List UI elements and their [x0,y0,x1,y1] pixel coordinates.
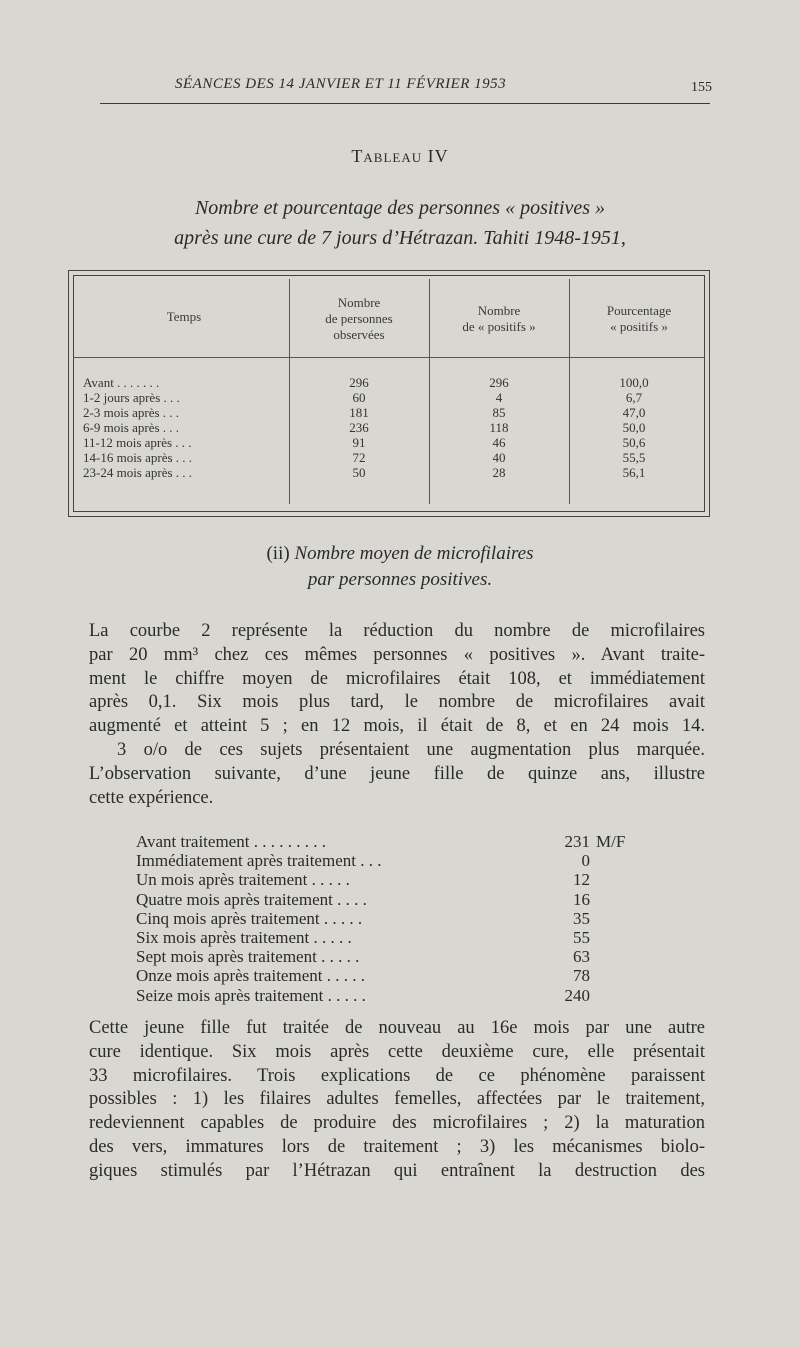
text-line: cure identique. Six mois après cette deuxième cure, elle présentait [89,1041,705,1062]
text-line: ment le chiffre moyen de microfilaires était 108, et immédiatement [89,668,705,689]
col-header-temps: Temps [166,309,202,324]
col-header-pourcentage: Pourcentage « positifs » [606,303,672,334]
text-line: après 0,1. Six mois plus tard, le nombre de microfilaires avait [89,692,705,713]
text-line: giques stimulés par l’Hétrazan qui entraînent la destruction des [89,1160,705,1181]
header-rule [100,103,710,104]
observation-row: Six mois après traitement . . . . . 55 [136,927,590,947]
observation-row: Quatre mois après traitement . . . . 16 [136,889,590,909]
table-title: Tableau IV [351,146,449,166]
caption-line: après une cure de 7 jours d’Hétrazan. Tahiti 1948-1951, [174,227,626,249]
running-title: SÉANCES DES 14 JANVIER ET 11 FÉVRIER 1953 [175,76,507,92]
observation-row: Onze mois après traitement . . . . . 78 [136,966,590,986]
table-caption [80,193,720,253]
observation-row: Un mois après traitement . . . . . 12 [136,870,590,890]
subheading-number: (ii) [266,543,290,564]
observation-row: Immédiatement après traitement . . . 0 [136,851,590,871]
observation-row: Avant traitement . . . . . . . . . 231 M/F [136,832,626,851]
text-line: par 20 mm³ chez ces mêmes personnes « positives ». Avant traite- [89,644,705,665]
page-number: 155 [691,80,712,95]
observation-row: Sept mois après traitement . . . . . 63 [136,947,590,967]
text-line: L’observation suivante, d’une jeune fille de quinze ans, illustre [89,763,705,784]
text-line: Cette jeune fille fut traitée de nouveau au 16e mois par une autre [89,1018,705,1038]
text-line: des vers, immatures lors de traitement ; 3) les mécanismes biolo- [89,1136,705,1157]
text-line: cette expérience. [89,787,214,808]
table-row: 1-2 jours après . . . 60 4 6,7 [83,390,643,405]
running-header [100,76,710,104]
subheading-line: Nombre moyen de microfilaires [294,543,534,564]
text-line: La courbe 2 représente la réduction du nombre de microfilaires [89,621,705,641]
unit-label: M/F [596,832,626,851]
text-line: 33 microfilaires. Trois explications de ce phénomène paraissent [89,1065,705,1086]
table-row: Avant . . . . . . . 296 296 100,0 [83,375,649,390]
table-row: 14-16 mois après . . . 72 40 55,5 [83,450,646,465]
subheading-line: par personnes positives. [307,569,493,590]
paragraph-jeune-fille [89,1017,705,1184]
text-line: possibles : 1) les filaires adultes femelles, affectées par le traitement, [89,1089,705,1110]
table-row: 2-3 mois après . . . 181 85 47,0 [83,405,646,420]
section-subheading [80,541,720,593]
table-row: 11-12 mois après . . . 91 46 50,6 [83,435,646,450]
text-line: redeviennent capables de produire des microfilaires ; 2) la maturation [89,1113,705,1134]
observation-row: Seize mois après traitement . . . . . 240 [136,985,590,1005]
caption-line: Nombre et pourcentage des personnes « positives » [194,197,606,219]
data-table [68,270,710,517]
paragraph-courbe [89,620,705,810]
observation-list [136,832,656,1005]
observation-row: Cinq mois après traitement . . . . . 35 [136,908,590,928]
col-header-personnes: Nombre de personnes observées [325,295,393,342]
text-line: augmenté et atteint 5 ; en 12 mois, il était de 8, et en 24 mois 14. [89,716,705,737]
text-line: 3 o/o de ces sujets présentaient une augmentation plus marquée. [117,739,705,760]
col-header-positifs: Nombre de « positifs » [462,303,536,334]
table-row: 23-24 mois après . . . 50 28 56,1 [83,465,646,480]
header-divider [73,357,705,358]
table-row: 6-9 mois après . . . 236 118 50,0 [83,420,646,435]
